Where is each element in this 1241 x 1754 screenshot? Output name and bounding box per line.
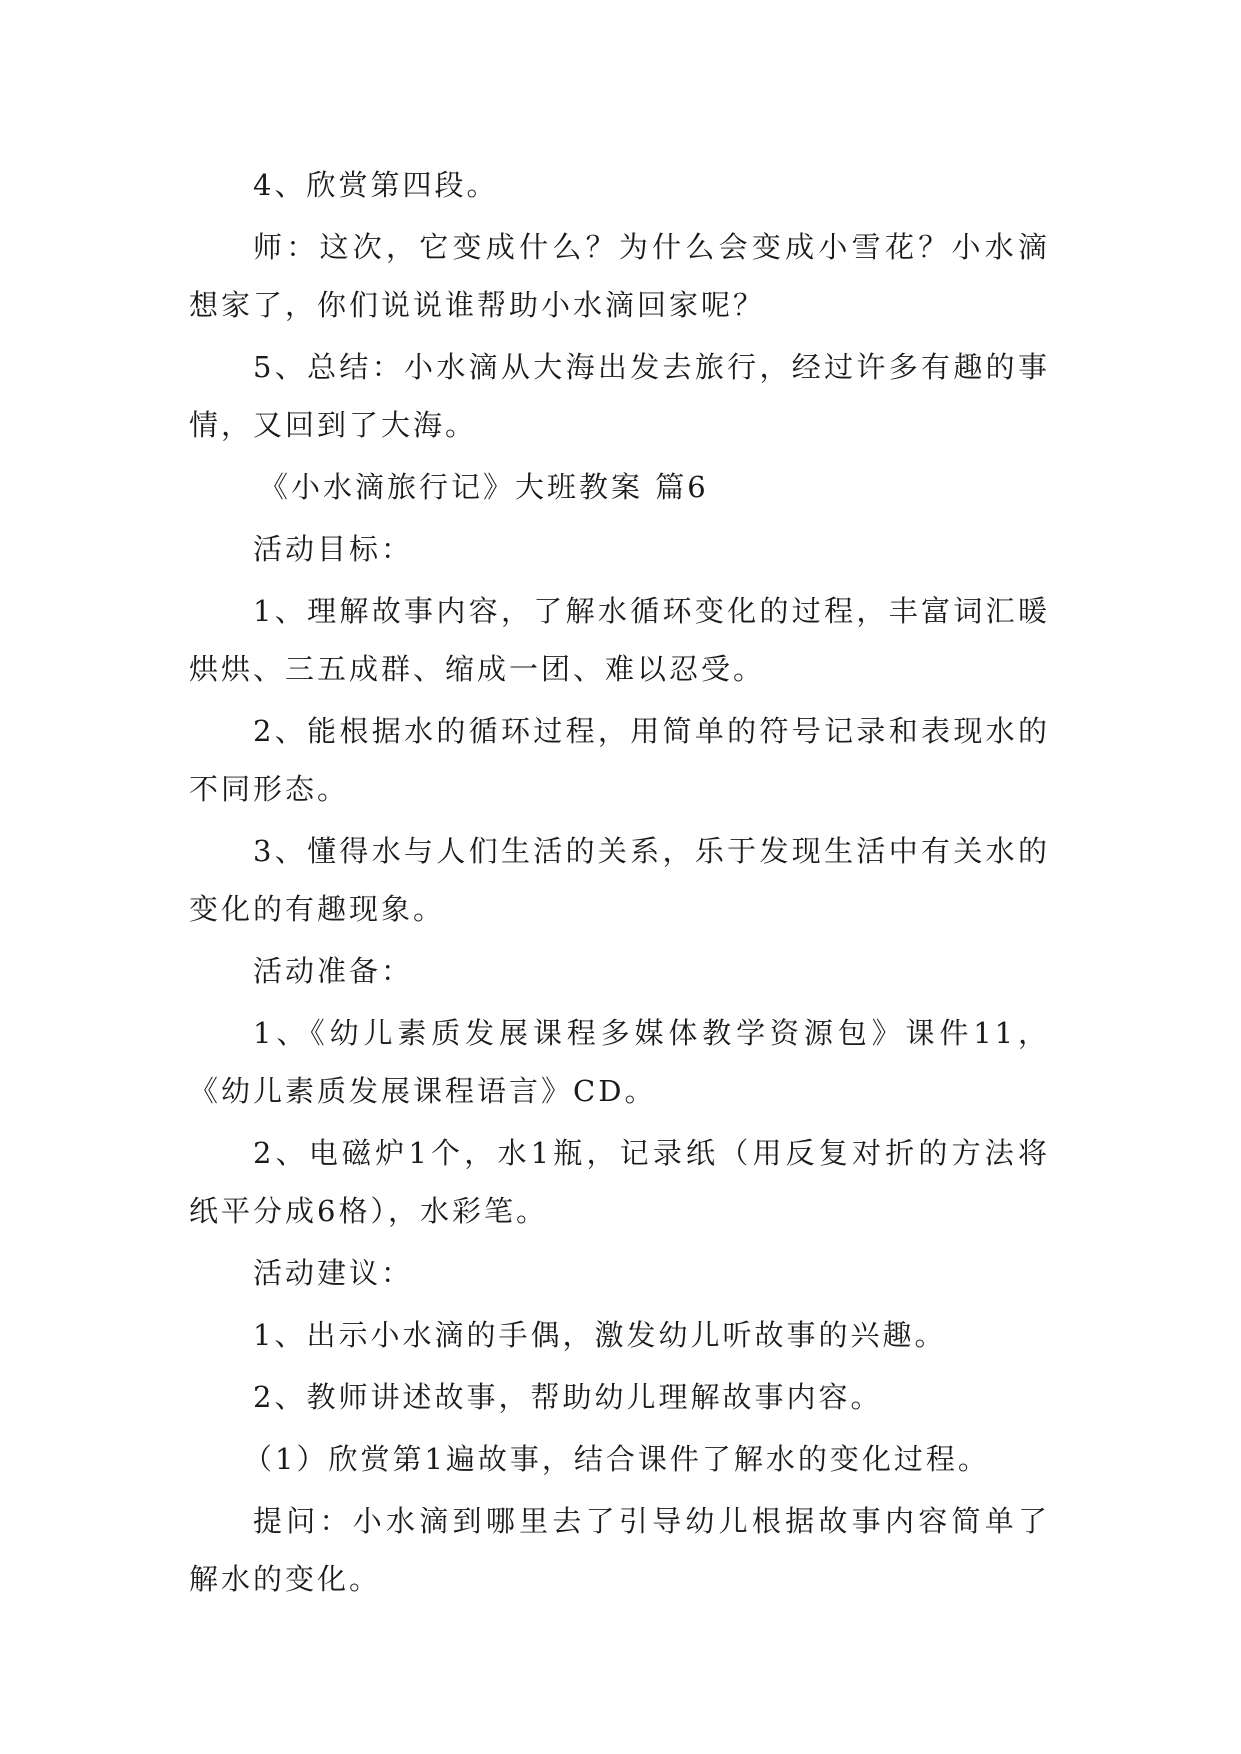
list-item-appreciate-fourth: 4、欣赏第四段。 [253, 168, 499, 202]
activity-suggestions-heading: 活动建议： [253, 1256, 414, 1290]
teacher-question-paragraph: 师：这次，它变成什么？为什么会变成小雪花？小水滴想家了，你们说说谁帮助小水滴回家呢？ [189, 230, 1050, 322]
suggestion-item-1: 1、出示小水滴的手偶，激发幼儿听故事的兴趣。 [253, 1318, 947, 1352]
question-paragraph: 提问：小水滴到哪里去了引导幼儿根据故事内容简单了解水的变化。 [189, 1504, 1050, 1596]
suggestion-item-2: 2、教师讲述故事，帮助幼儿理解故事内容。 [253, 1380, 883, 1414]
document-body [189, 156, 1050, 1608]
goal-item-3: 3、懂得水与人们生活的关系，乐于发现生活中有关水的变化的有趣现象。 [189, 834, 1050, 926]
suggestion-subitem-1: （1）欣赏第1遍故事，结合课件了解水的变化过程。 [243, 1442, 990, 1476]
section-title: 《小水滴旅行记》大班教案 篇6 [259, 470, 709, 504]
goal-item-1: 1、理解故事内容，了解水循环变化的过程，丰富词汇暖烘烘、三五成群、缩成一团、难以忍受。 [189, 594, 1050, 686]
preparation-item-1: 1、《幼儿素质发展课程多媒体教学资源包》课件11，《幼儿素质发展课程语言》CD。 [189, 1016, 1050, 1108]
summary-paragraph: 5、总结：小水滴从大海出发去旅行，经过许多有趣的事情，又回到了大海。 [189, 350, 1050, 442]
activity-preparation-heading: 活动准备： [253, 954, 414, 988]
activity-goals-heading: 活动目标： [253, 532, 414, 566]
goal-item-2: 2、能根据水的循环过程，用简单的符号记录和表现水的不同形态。 [189, 714, 1050, 806]
preparation-item-2: 2、电磁炉1个，水1瓶，记录纸（用反复对折的方法将纸平分成6格），水彩笔。 [189, 1136, 1050, 1228]
